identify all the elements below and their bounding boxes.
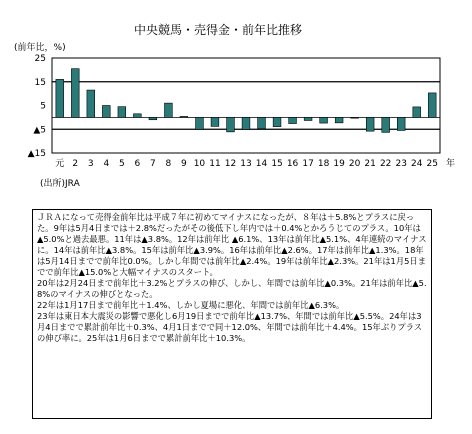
bar: [133, 114, 141, 118]
explanatory-note: [32, 209, 432, 419]
x-tick-label: 18: [317, 159, 330, 169]
bar: [149, 117, 157, 119]
x-tick-label: 24: [410, 159, 423, 169]
bar: [289, 117, 297, 123]
x-tick-label: 23: [395, 159, 407, 169]
x-tick-label: 4: [103, 159, 110, 169]
bar: [351, 117, 359, 118]
x-tick-label: 17: [302, 159, 314, 169]
bar: [304, 117, 312, 120]
x-tick-label: 13: [240, 159, 252, 169]
bar: [320, 117, 328, 123]
x-tick-label: 14: [255, 159, 268, 169]
y-tick-label: ▲15: [27, 149, 46, 159]
bar: [335, 117, 343, 122]
note-line: 20年は2月24日まで前年比＋3.2%とプラスの伸び、しかし、年間では前年比▲0.3%。21年は前年比▲5.8%のマイナスの伸びとなった。: [37, 278, 427, 299]
x-tick-label: 16: [286, 159, 299, 169]
x-tick-label: 元: [55, 159, 65, 169]
bar: [397, 117, 405, 130]
note-line: 22年は1月17日まで前年比＋1.4%、しかし夏場に悪化、年間では前年比▲6.3%。: [37, 300, 345, 310]
x-tick-label: 12: [224, 159, 237, 169]
chart-title: 中央競馬・売得金・前年比推移: [133, 23, 303, 37]
y-tick-label: 5: [40, 101, 46, 112]
x-tick-label: 15: [271, 159, 283, 169]
bar: [118, 107, 126, 118]
x-tick-label: 2: [72, 159, 79, 169]
x-tick-label: 7: [150, 159, 156, 169]
bar: [227, 117, 235, 131]
x-tick-label: 21: [364, 159, 376, 169]
plot-area: [28, 54, 440, 169]
bar: [211, 117, 219, 126]
bar: [273, 117, 281, 126]
bar: [56, 79, 64, 117]
bar: [180, 116, 188, 117]
y-tick-label: 15: [34, 77, 46, 88]
x-tick-label: 20: [348, 159, 361, 169]
bar: [102, 106, 110, 118]
bar: [258, 117, 266, 128]
bar: [382, 117, 390, 132]
x-tick-label: 8: [165, 159, 172, 169]
x-tick-label: 5: [118, 159, 125, 169]
bar: [413, 107, 421, 117]
y-axis-label: (前年比，%): [14, 43, 66, 53]
x-tick-label: 19: [333, 159, 345, 169]
y-tick-label: 25: [34, 54, 46, 64]
note-line: 23年は東日本大震災の影響で悪化し6月19日までで前年比▲13.7%、年間では前年比▲5.5%。24年は3月4日までで累計前年比＋0.3%、4月1日までで同＋12.0%、年間では前年比＋4.4%。15年ぶりプラスの伸び率に。25年は1月6日までで累計前年比＋10.3%。: [37, 311, 423, 343]
x-tick-label: 10: [193, 159, 206, 169]
x-tick-label: 25: [426, 159, 438, 169]
bar: [165, 103, 173, 117]
bar: [71, 69, 79, 118]
note-line: ＪＲＡになって売得金前年比は平成７年に初めてマイナスになったが、８年は＋5.8%とプラスに戻った。9年は5月4日までは＋2.8%だったがその後低下し年内では＋0.4%とかろうじてのプラス。10年は▲5.0%と過去最悪。11年は▲3.8%。12年は前年比 ▲6.1%、13年は前年比▲5.1%、4年連続のマイナスに。14年は前年比▲3.8%。15年は前年比▲3.9%。16年は前年比▲2.6%。17年は前年比▲1.3%。18年は5月14日までで前年比0.0%。しかし年間では前年比▲2.4%。19年は前年比▲2.3%。21年は1月5日までで前年比▲15.0%と大幅マイナスのスタート。: [37, 212, 427, 277]
bar: [428, 93, 436, 117]
bar: [196, 117, 204, 129]
bar: [366, 117, 374, 131]
y-tick-label: ▲5: [33, 125, 46, 136]
x-tick-label: 22: [379, 159, 392, 169]
x-tick-label: 9: [181, 159, 187, 169]
x-tick-label: 6: [134, 159, 141, 169]
source-label: (出所)JRA: [40, 179, 80, 189]
bar: [242, 117, 250, 129]
x-axis-label: 年: [446, 159, 456, 169]
x-tick-label: 3: [87, 159, 94, 169]
chart-area: [0, 0, 472, 205]
x-tick-label: 11: [209, 159, 221, 169]
bar: [87, 90, 95, 117]
